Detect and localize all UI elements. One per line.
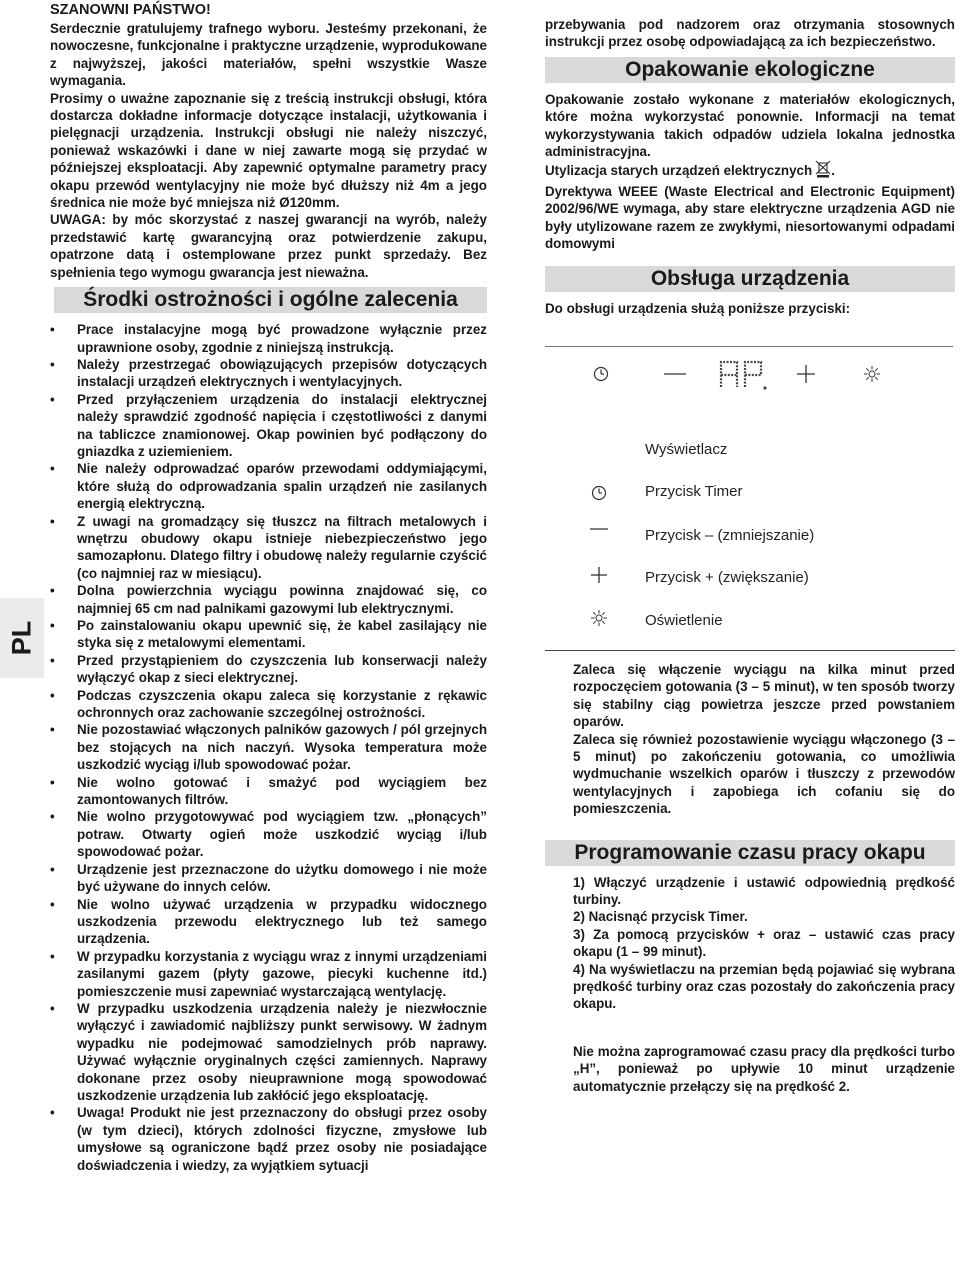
list-item: • Uwaga! Produkt nie jest przeznaczony do obsługi przez osoby (w tym dzieci), których zdolności fizyczne, zmysłowe lub umysłowe są ograniczone bądź przez osoby nie posiadające doświadczenia i wiedzy, za wyjątkiem sytuacji bbox=[50, 1105, 487, 1173]
intro-paragraph-2: Prosimy o uważne zapoznanie się z treścią instrukcji obsługi, która dostarcza dokładne informacje dotyczące instalacji, użytkowania i pielęgnacji urządzenia. Instrukcji obsługi nie należy niszczyć, ponieważ wskazówki i dane w niej zawarte mogą się przydać w późniejszej eksploatacji. Aby zapewnić optymalne parametry pracy okapu przewód wentylacyjny nie może być dłuższy niż 4m a jego średnica nie może być mniejsza niż Ø120mm. bbox=[50, 90, 487, 211]
timer-icon bbox=[591, 485, 607, 501]
list-item: • Z uwagi na gromadzący się tłuszcz na filtrach metalowych i wnętrzu obudowy okapu istnieje niebezpieczeństwo jego samozapłonu. Dlatego filtry i obudowę należy regularnie czyścić (co najmniej raz w miesiącu). bbox=[50, 513, 487, 581]
light-button[interactable] bbox=[857, 354, 887, 394]
plus-button[interactable] bbox=[791, 354, 821, 394]
eco-text-2: Utylizacja starych urządzeń elektrycznych . bbox=[545, 160, 955, 182]
timer-icon bbox=[593, 366, 609, 382]
control-panel-diagram bbox=[545, 328, 955, 651]
list-item: • Przed przyłączeniem urządzenia do instalacji elektrycznej należy sprawdzić zgodność napięcia i częstotliwości z danymi na tabliczce znamionowej. Okap powinien być podłączony do gniazdka z uziemieniem. bbox=[50, 391, 487, 459]
recommendation-2: Zaleca się również pozostawienie wyciągu włączonego (3 – 5 minut) po zakończeniu gotowania, co umożliwia wydmuchanie wszelkich oparów i tłuszczy z przewodów wentylacyjnych i zapobiega ich cofaniu się do pomieszczenia. bbox=[573, 731, 955, 817]
operation-intro: Do obsługi urządzenia służą poniższe przyciski: bbox=[545, 301, 851, 317]
display bbox=[713, 354, 773, 394]
eco-text-3: Dyrektywa WEEE (Waste Electrical and Electronic Equipment) 2002/96/WE wymaga, aby stare elektryczne urządzenia AGD nie były utylizowane razem ze zwykłymi, niesortowanymi odpadami domowymi bbox=[545, 183, 955, 252]
intro-paragraph-3: UWAGA: by móc skorzystać z naszej gwarancji na wyrób, należy przedstawić kartę gwarancyjną oraz potwierdzenie zakupu, opatrzone datą i ostemplowane przez punkt sprzedaży. Bez spełnienia tego wymogu gwarancja jest nieważna. bbox=[50, 212, 487, 280]
display-icon bbox=[715, 355, 771, 393]
legend-plus: Przycisk + (zwiększanie) bbox=[545, 566, 955, 592]
right-column bbox=[545, 0, 955, 1095]
timer-steps bbox=[545, 874, 955, 1095]
step-4: 4) Na wyświetlaczu na przemian będą pojawiać się wybrana prędkość turbiny oraz czas pozostały do zakończenia pracy okapu. bbox=[573, 961, 955, 1012]
safety-heading: Środki ostrożności i ogólne zalecenia bbox=[54, 287, 487, 313]
list-item: • Przed przystąpieniem do czyszczenia lub konserwacji należy wyłączyć okap z sieci elektrycznej. bbox=[50, 652, 487, 686]
list-item: • Nie pozostawiać włączonych palników gazowych / pól grzejnych bez stojących na nich naczyń. Wysoka temperatura może uszkodzić wyciąg i/lub spowodować pożar. bbox=[50, 722, 487, 773]
recommendations bbox=[545, 661, 955, 818]
list-item: • Nie wolno gotować i smażyć pod wyciągiem bez zamontowanych filtrów. bbox=[50, 774, 487, 808]
minus-icon bbox=[590, 527, 608, 531]
timer-heading: Programowanie czasu pracy okapu bbox=[545, 840, 955, 866]
minus-icon bbox=[664, 372, 686, 376]
light-icon bbox=[864, 366, 880, 382]
recommendation-1: Zaleca się włączenie wyciągu na kilka minut przed rozpoczęciem gotowania (3 – 5 minut), w ten sposób tworzy się stabilny ciąg powietrza jeszcze przed powstaniem oparów. bbox=[573, 661, 955, 730]
legend-display: Wyświetlacz bbox=[645, 440, 728, 458]
minus-button[interactable] bbox=[655, 354, 695, 394]
step-3: 3) Za pomocą przycisków + oraz – ustawić czas pracy okapu (1 – 99 minut). bbox=[573, 926, 955, 960]
timer-button[interactable] bbox=[587, 354, 615, 394]
language-side-tab bbox=[0, 598, 44, 678]
list-item: • W przypadku uszkodzenia urządzenia należy je niezwłocznie wyłączyć i zawiadomić najbliższy punkt serwisowy. W żadnym wypadku nie podejmować samodzielnych prób naprawy. Używać wyłącznie oryginalnych części zamiennych. Naprawy dokonane przez osoby nieuprawnione mogą spowodować uszkodzenie urządzenia lub zakłócić jego eksploatację. bbox=[50, 1000, 487, 1103]
list-item: • W przypadku korzystania z wyciągu wraz z innymi urządzeniami zasilanymi gazem (płyty gazowe, piecyki kuchenne itd.) pomieszczenie musi zapewniać wystarczającą wentylację. bbox=[50, 948, 487, 999]
list-item: • Urządzenie jest przeznaczone do użytku domowego i nie może być używane do innych celów. bbox=[50, 861, 487, 895]
list-item: • Nie wolno przygotowywać pod wyciągiem tzw. „płonących” potraw. Otwarty ogień może uszkodzić wyciąg i/lub spowodować pożar. bbox=[50, 809, 487, 860]
list-item: • Po zainstalowaniu okapu upewnić się, że kabel zasilający nie styka się z metalowymi elementami. bbox=[50, 618, 487, 651]
eco-text-1: Opakowanie zostało wykonane z materiałów ekologicznych, które można wykorzystać ponownie. Informacji na temat wykorzystywania takich odpadów udziela lokalna jednostka administracyjna. bbox=[545, 91, 955, 160]
list-item: • Podczas czyszczenia okapu zaleca się korzystanie z rękawic ochronnych oraz zachowanie szczególnej ostrożności. bbox=[50, 687, 487, 721]
legend-light: Oświetlenie bbox=[545, 609, 955, 635]
list-item: • Dolna powierzchnia wyciągu powinna znajdować się, co najmniej 65 cm nad palnikami gazowymi lub elektrycznymi. bbox=[50, 583, 487, 616]
left-column bbox=[50, 0, 487, 1174]
step-1: 1) Włączyć urządzenie i ustawić odpowiednią prędkość turbiny. bbox=[573, 874, 955, 907]
light-icon bbox=[591, 610, 607, 626]
language-code: PL bbox=[6, 620, 37, 656]
turbo-note: Nie można zaprogramować czasu pracy dla prędkości turbo „H”, ponieważ po upływie 10 minut urządzenie automatycznie przełączy się na prędkość 2. bbox=[573, 1043, 955, 1094]
plus-icon bbox=[591, 567, 607, 583]
list-item: • Nie należy odprowadzać oparów przewodami oddymiającymi, które służą do odprowadzania spalin urządzeń nie zasilanych energią elektryczną. bbox=[50, 461, 487, 512]
control-panel-buttons bbox=[545, 354, 955, 394]
plus-icon bbox=[797, 365, 815, 383]
safety-list bbox=[50, 321, 487, 1174]
legend-timer: Przycisk Timer bbox=[545, 480, 955, 506]
step-2: 2) Nacisnąć przycisk Timer. bbox=[573, 909, 748, 925]
list-item: • Prace instalacyjne mogą być prowadzone wyłącznie przez uprawnione osoby, zgodnie z niniejszą instrukcją. bbox=[50, 322, 487, 355]
greeting-title: SZANOWNI PAŃSTWO! bbox=[50, 2, 211, 18]
legend-minus: Przycisk – (zmniejszanie) bbox=[545, 524, 955, 550]
intro-paragraph-1: Serdecznie gratulujemy trafnego wyboru. Jesteśmy przekonani, że nowoczesne, funkcjonalne i praktyczne urządzenie, wyprodukowane z najwyższej, jakości materiałów, spełni wszystkie Wasze wymagania. bbox=[50, 21, 487, 89]
operation-heading: Obsługa urządzenia bbox=[545, 266, 955, 292]
list-item: • Nie wolno używać urządzenia w przypadku widocznego uszkodzenia przewodu elektrycznego lub też samego urządzenia. bbox=[50, 896, 487, 947]
crossed-bin-icon bbox=[815, 160, 831, 182]
continuation-text: przebywania pod nadzorem oraz otrzymania stosownych instrukcji przez osobę odpowiadającą za ich bezpieczeństwo. bbox=[545, 17, 955, 50]
eco-heading: Opakowanie ekologiczne bbox=[545, 57, 955, 83]
list-item: • Należy przestrzegać obowiązujących przepisów dotyczących instalacji urządzeń elektrycznych i wentylacyjnych. bbox=[50, 356, 487, 390]
